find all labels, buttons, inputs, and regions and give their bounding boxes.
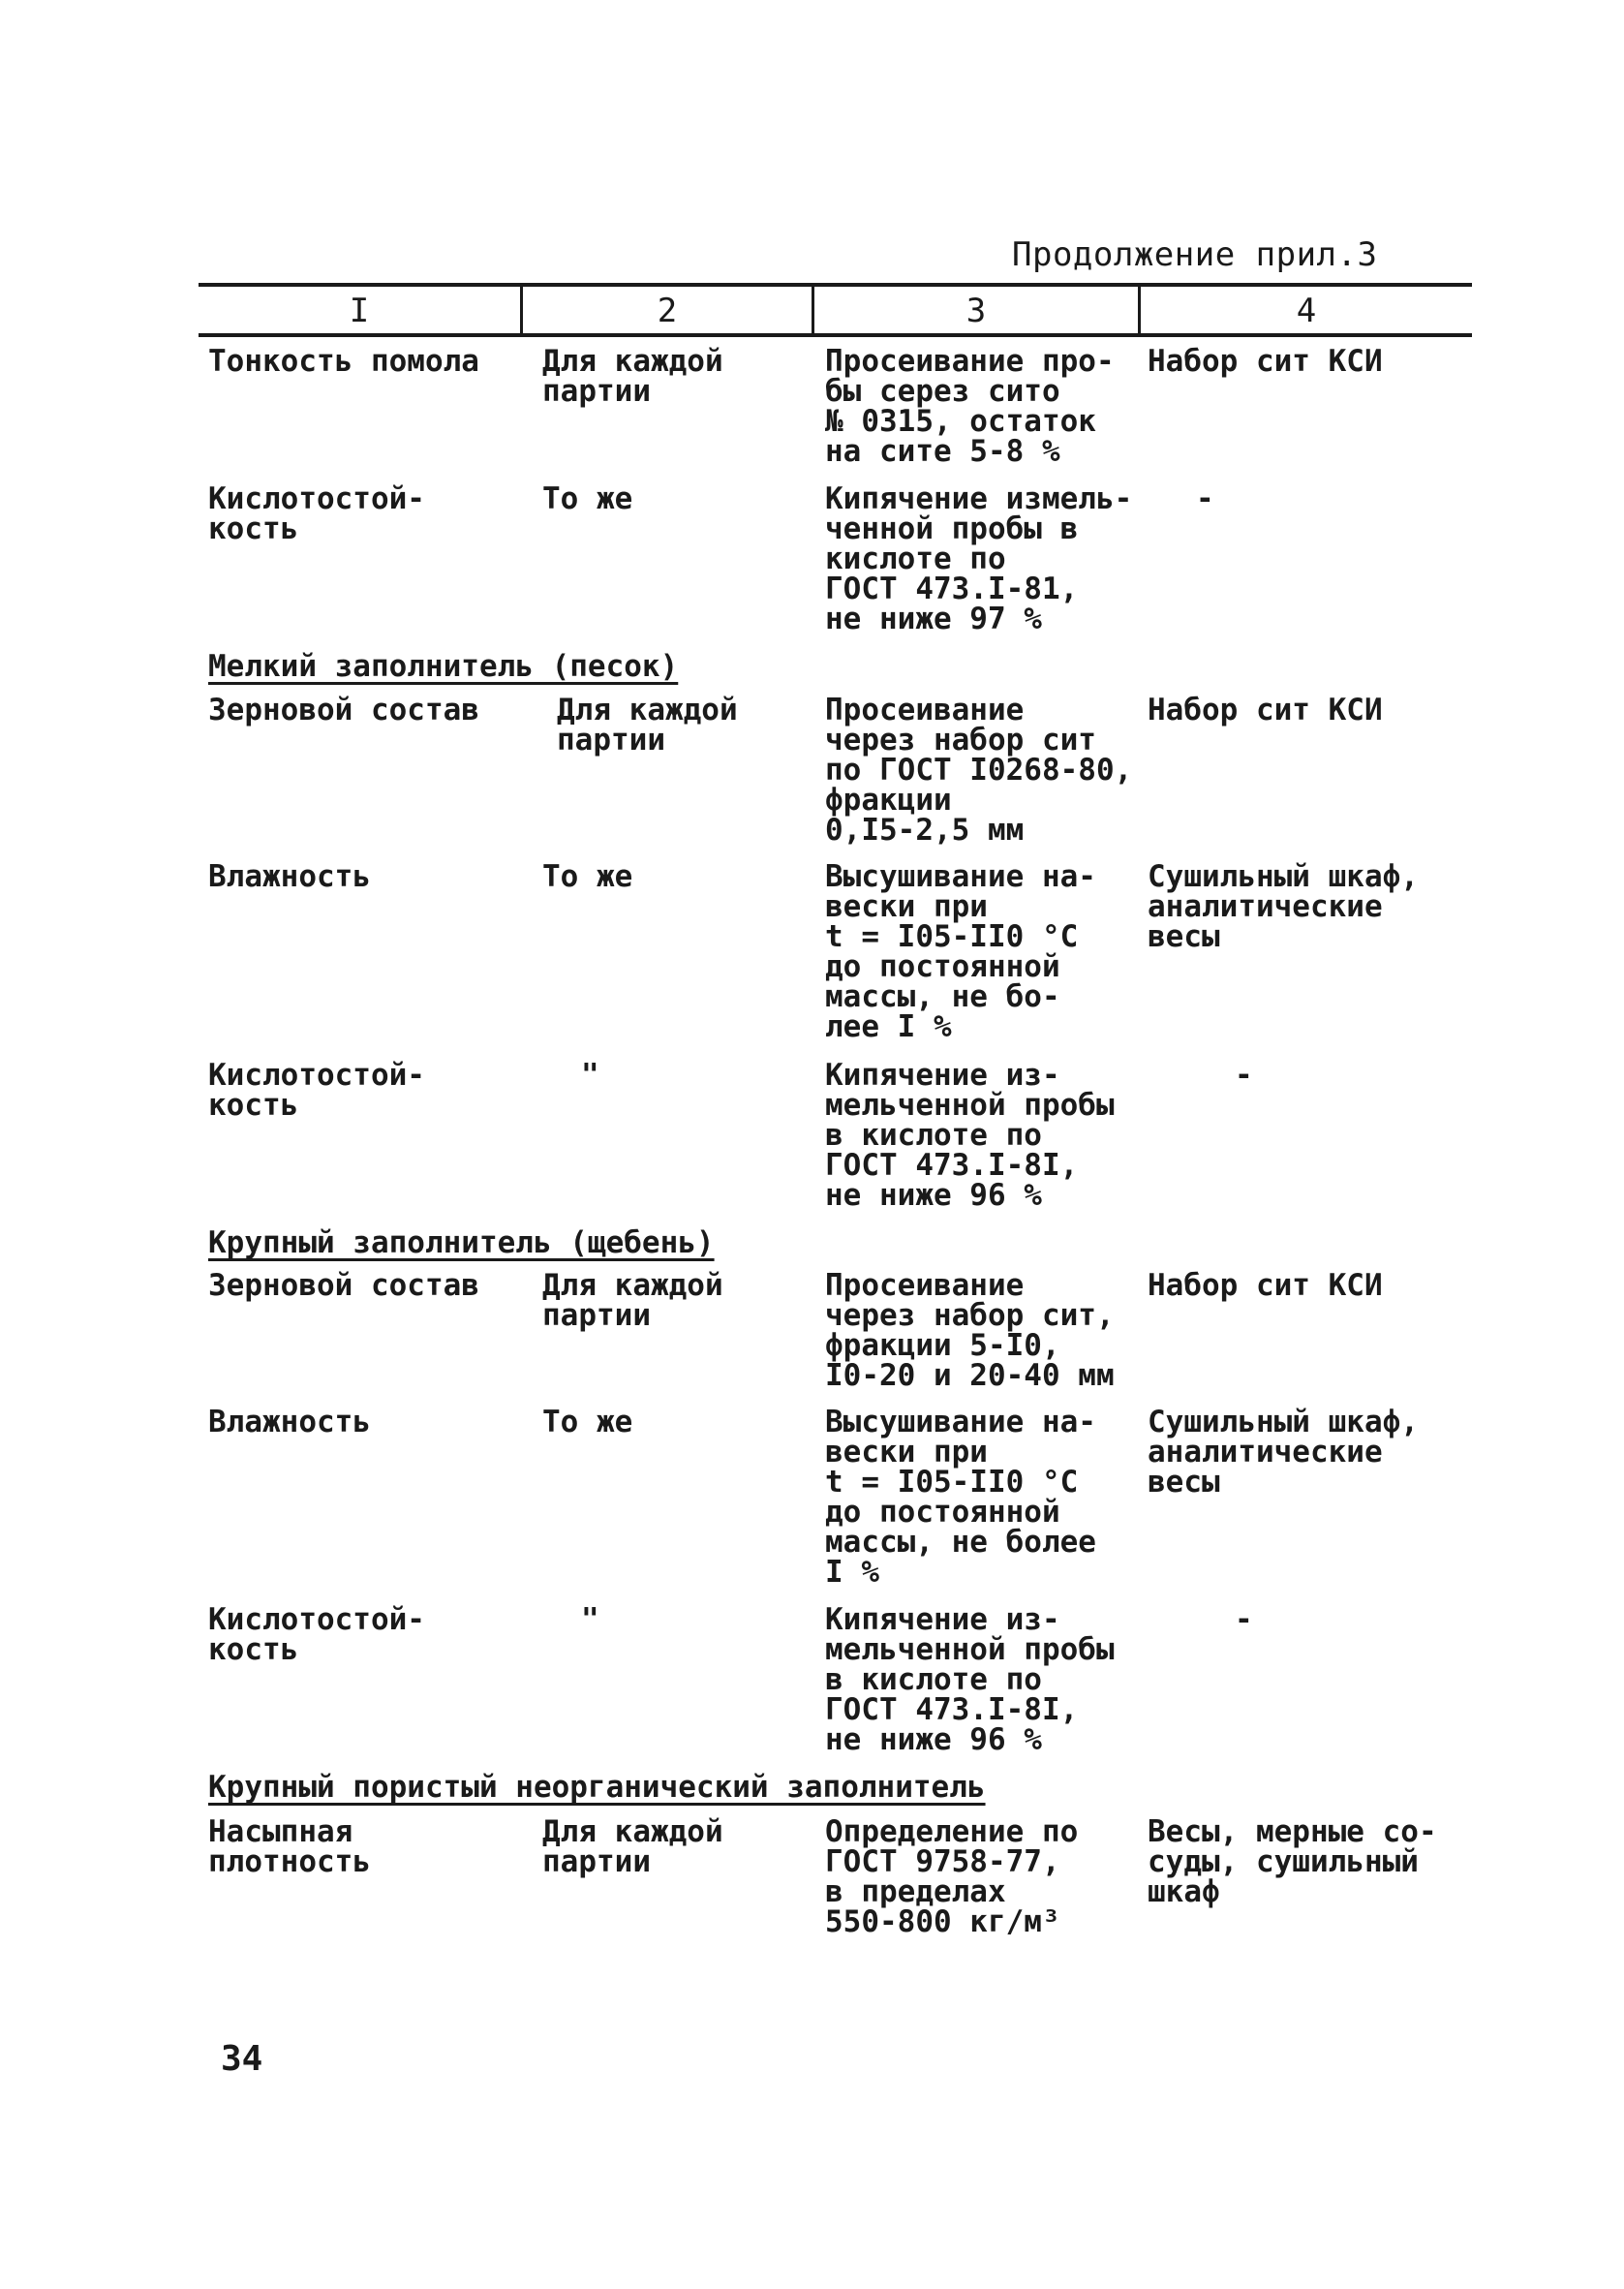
row-11-frequency: Для каждой партии	[542, 1814, 723, 1879]
row-11-equipment: Весы, мерные со- суды, сушильный шкаф	[1148, 1814, 1437, 1909]
row-7-equipment: Набор сит КСИ	[1148, 1268, 1383, 1303]
row-2-property: Кислотостой- кость	[208, 481, 425, 546]
column-header-2: 2	[657, 292, 678, 330]
row-7-property: Зерновой состав	[208, 1268, 479, 1303]
section-heading-porous-aggregate: Крупный пористый неорганический заполнитель	[208, 1770, 986, 1805]
row-9-method: Кипячение из- мельченной пробы в кислоте по ГОСТ 473.I-8I, не ниже 96 %	[825, 1602, 1115, 1757]
row-8-equipment: Сушильный шкаф, аналитические весы	[1148, 1405, 1419, 1500]
section-heading-coarse-aggregate: Крупный заполнитель (щебень)	[208, 1225, 715, 1260]
row-5-method: Кипячение из- мельченной пробы в кислоте по ГОСТ 473.I-8I, не ниже 96 %	[825, 1058, 1115, 1213]
row-5-property: Кислотостой- кость	[208, 1058, 425, 1123]
column-header-3: 3	[965, 292, 987, 330]
row-1-method: Просеивание про- бы серез сито № 0315, остаток на сите 5-8 %	[825, 344, 1115, 469]
continuation-label: Продолжение прил.3	[1012, 235, 1378, 274]
row-4-method: Высушивание на- вески при t = I05-II0 °С до постоянной массы, не бо- лее I %	[825, 859, 1096, 1044]
row-3-equipment: Набор сит КСИ	[1148, 693, 1383, 727]
row-2-method: Кипячение измель- ченной пробы в кислоте по ГОСТ 473.I-81, не ниже 97 %	[825, 481, 1133, 636]
row-5-frequency: "	[581, 1058, 599, 1093]
row-7-frequency: Для каждой партии	[542, 1268, 723, 1333]
row-8-frequency: То же	[542, 1405, 633, 1439]
row-1-frequency: Для каждой партии	[542, 344, 723, 409]
row-11-property: Насыпная плотность	[208, 1814, 371, 1879]
section-heading-fine-aggregate: Мелкий заполнитель (песок)	[208, 649, 679, 684]
row-3-method: Просеивание через набор сит по ГОСТ I0268-80, фракции 0,I5-2,5 мм	[825, 693, 1133, 848]
page-number: 34	[221, 2039, 263, 2079]
column-header-1: I	[349, 292, 370, 330]
row-1-equipment: Набор сит КСИ	[1148, 344, 1383, 379]
row-7-method: Просеивание через набор сит, фракции 5-I0, I0-20 и 20-40 мм	[825, 1268, 1115, 1393]
row-4-frequency: То же	[542, 859, 633, 894]
row-11-method: Определение по ГОСТ 9758-77, в пределах 550-800 кг/м³	[825, 1814, 1079, 1939]
row-2-equipment: -	[1196, 481, 1214, 516]
row-9-frequency: "	[581, 1602, 599, 1637]
row-3-frequency: Для каждой партии	[557, 693, 738, 758]
row-1-property: Тонкость помола	[208, 344, 479, 379]
row-5-equipment: -	[1235, 1058, 1253, 1093]
table-top-rule	[199, 283, 1472, 287]
table-header-rule	[199, 333, 1472, 337]
row-8-method: Высушивание на- вески при t = I05-II0 °С до постоянной массы, не более I %	[825, 1405, 1096, 1590]
row-3-property: Зерновой состав	[208, 693, 479, 727]
column-header-4: 4	[1296, 292, 1317, 330]
row-8-property: Влажность	[208, 1405, 371, 1439]
row-4-equipment: Сушильный шкаф, аналитические весы	[1148, 859, 1419, 954]
row-2-frequency: То же	[542, 481, 633, 516]
row-9-equipment: -	[1235, 1602, 1253, 1637]
row-4-property: Влажность	[208, 859, 371, 894]
row-9-property: Кислотостой- кость	[208, 1602, 425, 1667]
